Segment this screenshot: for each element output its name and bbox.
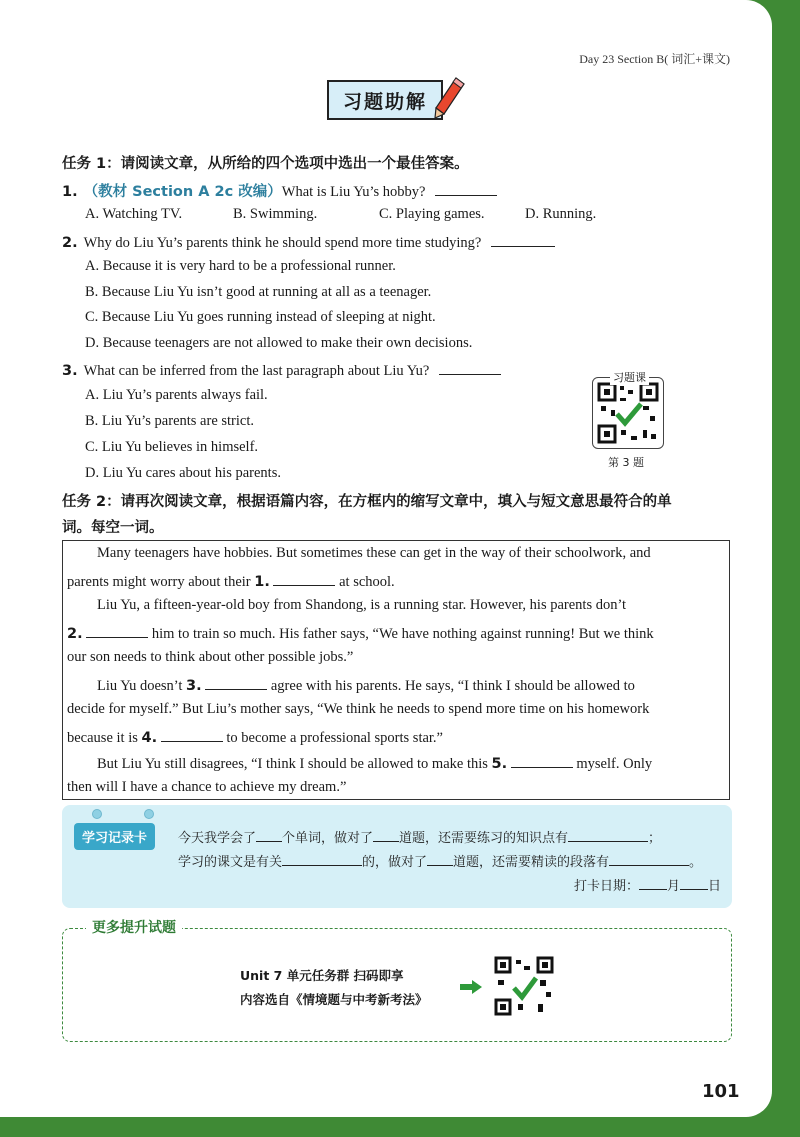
qr-code-icon[interactable]	[592, 377, 664, 449]
card-text: 日	[708, 879, 722, 894]
fill-blank-4[interactable]	[161, 727, 223, 742]
passage-line: Many teenagers have hobbies. But sometimes these can get in the way of their schoolwork, and	[97, 545, 651, 561]
passage-text: Liu Yu doesn’t	[97, 678, 183, 694]
passage-text: parents might worry about their	[67, 574, 251, 590]
passage-line: our son needs to think about other possible jobs.”	[67, 649, 354, 665]
passage-line: decide for myself.” But Liu’s mother says, “We think he needs to spend more time on his homework	[67, 701, 650, 717]
words-learned-blank[interactable]	[256, 827, 282, 842]
qr-label-bottom: 第 3 题	[608, 456, 644, 469]
passage-text: myself. Only	[576, 756, 653, 772]
card-text: 月	[667, 879, 681, 894]
answer-blank[interactable]	[491, 232, 555, 247]
card-line-1	[178, 827, 661, 846]
blank-number: 4.	[141, 730, 158, 746]
qr-label-top: 习题课	[610, 369, 649, 385]
passage-line: Liu Yu, a fifteen-year-old boy from Shandong, is a running star. However, his parents don’t	[97, 597, 627, 613]
card-text: 学习的课文是有关	[178, 855, 283, 870]
q3-option-a[interactable]: A. Liu Yu’s parents always fail.	[85, 387, 268, 403]
knowledge-points-blank[interactable]	[568, 827, 648, 842]
summary-passage-box	[62, 540, 730, 800]
q2-option-b[interactable]: B. Because Liu Yu isn’t good at running at all as a teenager.	[85, 284, 432, 300]
passage-line	[67, 727, 443, 747]
fill-blank-1[interactable]	[273, 571, 335, 586]
page-number: 101	[702, 1081, 740, 1102]
card-text: 个单词，做对了	[282, 831, 374, 846]
q3-option-c[interactable]: C. Liu Yu believes in himself.	[85, 439, 259, 455]
question-number: 1.	[62, 184, 78, 200]
card-text: 道题，还需要精读的段落有	[453, 855, 610, 870]
q3-option-d[interactable]: D. Liu Yu cares about his parents.	[85, 465, 281, 481]
option-a[interactable]: A. Watching TV.	[85, 206, 183, 222]
question-text: What is Liu Yu’s hobby?	[281, 184, 426, 200]
task2-title-line2: 词。每空一词。	[62, 520, 164, 536]
study-record-card	[62, 805, 732, 908]
q2-option-c[interactable]: C. Because Liu Yu goes running instead of sleeping at night.	[85, 309, 436, 325]
question-1	[62, 180, 497, 201]
day-blank[interactable]	[680, 875, 708, 890]
answer-blank[interactable]	[439, 360, 501, 375]
option-d[interactable]: D. Running.	[525, 206, 597, 222]
arrow-right-icon	[460, 980, 482, 994]
card-line-2	[178, 851, 702, 870]
question-text: What can be inferred from the last paragraph about Liu Yu?	[83, 363, 430, 379]
fill-blank-2[interactable]	[86, 623, 148, 638]
more-exercises-title: 更多提升试题	[86, 917, 182, 937]
passage-line: then will I have a chance to achieve my dream.”	[67, 779, 347, 795]
pencil-icon	[432, 76, 466, 120]
card-text: 的，做对了	[362, 855, 428, 870]
q3-option-b[interactable]: B. Liu Yu’s parents are strict.	[85, 413, 254, 429]
paragraphs-blank[interactable]	[609, 851, 689, 866]
card-text: 。	[689, 855, 703, 870]
month-blank[interactable]	[639, 875, 667, 890]
passage-line	[97, 675, 635, 695]
card-text: 道题，还需要练习的知识点有	[399, 831, 569, 846]
pin-icon	[144, 809, 154, 819]
card-text: 今天我学会了	[178, 831, 257, 846]
qr-code-icon[interactable]	[494, 956, 554, 1016]
option-c[interactable]: C. Playing games.	[379, 206, 485, 222]
more-exercises-box	[62, 928, 732, 1042]
questions-correct-blank[interactable]	[373, 827, 399, 842]
task2-title-line1: 任务 2：请再次阅读文章，根据语篇内容，在方框内的缩写文章中，填入与短文意思最符合的单	[62, 494, 672, 510]
q2-option-a[interactable]: A. Because it is very hard to be a professional runner.	[85, 258, 396, 274]
blank-number: 5.	[491, 756, 508, 772]
option-b[interactable]: B. Swimming.	[233, 206, 318, 222]
questions-correct-blank-2[interactable]	[427, 851, 453, 866]
passage-text: agree with his parents. He says, “I think I should be allowed to	[270, 678, 635, 694]
card-tag: 学习记录卡	[74, 823, 155, 850]
blank-number: 2.	[67, 626, 83, 642]
question-source: （教材 Section A 2c 改编）	[83, 184, 282, 200]
card-line-3	[574, 875, 721, 894]
question-number: 2.	[62, 235, 78, 251]
question-3	[62, 360, 501, 380]
blank-number: 1.	[254, 574, 270, 590]
more-line-2: 内容选自《情境题与中考新考法》	[240, 992, 428, 1007]
section-title-box	[327, 80, 443, 120]
passage-text: him to train so much. His father says, “We have nothing against running! But we think	[151, 626, 654, 642]
passage-text: But Liu Yu still disagrees, “I think I should be allowed to make this	[97, 756, 488, 772]
question-number: 3.	[62, 363, 78, 379]
text-topic-blank[interactable]	[282, 851, 362, 866]
task1-title: 任务 1：请阅读文章，从所给的四个选项中选出一个最佳答案。	[62, 156, 469, 172]
passage-line	[67, 571, 395, 591]
page-header: Day 23 Section B( 词汇+课文)	[579, 52, 730, 66]
passage-text: to become a professional sports star.”	[226, 730, 443, 746]
fill-blank-3[interactable]	[205, 675, 267, 690]
card-text: 打卡日期：	[574, 879, 640, 894]
blank-number: 3.	[186, 678, 202, 694]
q2-option-d[interactable]: D. Because teenagers are not allowed to make their own decisions.	[85, 335, 473, 351]
card-text: ；	[648, 831, 662, 846]
passage-line	[67, 623, 654, 643]
passage-text: at school.	[339, 574, 395, 590]
passage-text: because it is	[67, 730, 138, 746]
more-line-1: Unit 7 单元任务群 扫码即享	[240, 968, 404, 983]
answer-blank[interactable]	[435, 181, 497, 196]
passage-line	[97, 753, 652, 773]
question-2	[62, 232, 555, 252]
question-text: Why do Liu Yu’s parents think he should spend more time studying?	[83, 235, 482, 251]
section-title: 习题助解	[342, 90, 427, 113]
q1-options	[85, 206, 596, 223]
pin-icon	[92, 809, 102, 819]
fill-blank-5[interactable]	[511, 753, 573, 768]
